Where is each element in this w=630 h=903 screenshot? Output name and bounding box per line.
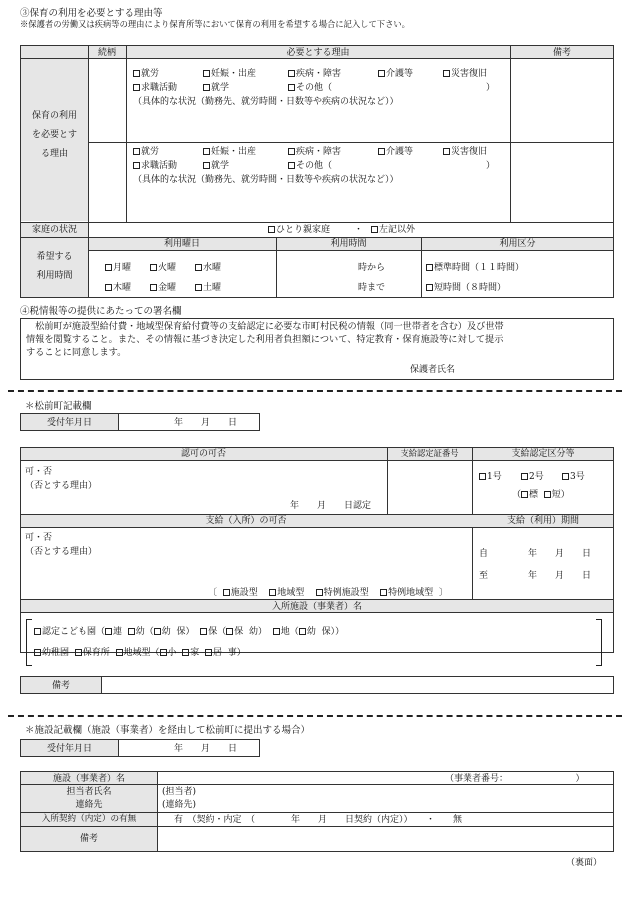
family-other[interactable]: 左記以外	[371, 224, 415, 236]
detail-label: （具体的な状況（勤務先、就労時間・日数等や疾病の状況など））	[133, 175, 399, 185]
facility-received-label: 受付年月日	[46, 744, 92, 754]
checkbox-icon[interactable]	[128, 628, 135, 635]
class-3[interactable]: 3号	[562, 471, 585, 483]
day-tue[interactable]: 火曜	[150, 262, 176, 274]
checkbox-icon	[521, 473, 528, 480]
consent-line-2: 情報を閲覧すること。また、その情報に基づき決定した利用者負担額について、特定教育・保育施設等に対して提示	[26, 334, 504, 345]
checkbox-icon	[288, 70, 295, 77]
checkbox-icon	[195, 264, 202, 271]
checkbox-icon	[150, 264, 157, 271]
consent-line-1: 松前町が施設型給付費・地域型保育給付費等の支給認定に必要な市町村民税の情報（同一世帯者を含む）及び世帯	[26, 321, 504, 332]
detail-label: （具体的な状況（勤務先、就労時間・日数等や疾病の状況など））	[133, 97, 399, 107]
opt-jobseeking[interactable]: 求職活動	[133, 82, 177, 94]
contact-label: 連絡先	[75, 800, 103, 810]
business-number: （事業者番号： ）	[445, 774, 585, 784]
checkbox-icon[interactable]	[223, 589, 230, 596]
checkbox-icon[interactable]	[299, 628, 306, 635]
class-standard[interactable]: 標準時間（１１時間）	[426, 262, 524, 274]
checkbox-icon	[426, 264, 433, 271]
supply-deny-reason: （否とする理由）	[25, 547, 98, 557]
facility-types: 〔 施設型 地域型 特例施設型 特例地域型 〕	[208, 588, 448, 598]
cut-line-2	[8, 715, 622, 717]
checkbox-icon	[268, 226, 275, 233]
header-cert-class: 支給認定区分等	[511, 449, 575, 459]
checkbox-icon	[288, 162, 295, 169]
class-1[interactable]: 1号	[479, 471, 502, 483]
town-remarks-label: 備考	[51, 681, 70, 691]
opt-study[interactable]: 就学	[203, 82, 229, 94]
close-paren: ）	[486, 161, 496, 171]
checkbox-icon[interactable]	[269, 589, 276, 596]
class-short[interactable]: 短時間（８時間）	[426, 282, 506, 294]
checkbox-icon[interactable]	[34, 628, 41, 635]
facility-option-label: 幼（	[135, 627, 154, 637]
page-back-label: （裏面）	[566, 858, 603, 868]
approval-yes-no[interactable]: 可・否	[25, 467, 53, 477]
period-to-label: 至	[479, 571, 489, 581]
contact-value[interactable]: (連絡先)	[162, 800, 197, 810]
opt-disaster[interactable]: 災害復旧	[443, 146, 487, 158]
checkbox-icon[interactable]	[105, 628, 112, 635]
family-single-parent[interactable]: ひとり親家庭	[268, 224, 330, 236]
opt-other[interactable]: その他（	[288, 160, 332, 172]
header-relation: 続柄	[97, 48, 116, 58]
day-fri[interactable]: 金曜	[150, 282, 176, 294]
opt-illness[interactable]: 疾病・障害	[288, 68, 341, 80]
time-from: 時から	[358, 263, 386, 273]
wish-time-label: 希望する 利用時間	[36, 252, 73, 281]
checkbox-icon	[378, 148, 385, 155]
facility-option-label: 幼	[161, 627, 171, 637]
facility-option-label: 保	[234, 627, 244, 637]
facility-option-label: 幼	[306, 627, 316, 637]
period-from-date: 年 月 日	[528, 549, 592, 559]
facility-option-label: 幼）	[249, 627, 268, 637]
opt-work[interactable]: 就労	[133, 68, 159, 80]
facility-option-label: 小	[167, 648, 177, 658]
approval-date: 年 月 日認定	[290, 501, 372, 511]
checkbox-icon	[133, 162, 140, 169]
checkbox-icon	[378, 70, 385, 77]
header-time: 利用時間	[330, 239, 367, 249]
checkbox-icon	[150, 284, 157, 291]
guardian-name-label: 保護者氏名	[410, 365, 456, 375]
facility-option-label: 地域型（	[123, 648, 160, 658]
checkbox-icon	[443, 70, 450, 77]
facility-remarks-label: 備考	[79, 834, 98, 844]
checkbox-icon	[479, 473, 486, 480]
checkbox-icon	[133, 70, 140, 77]
header-cert-no: 支給認定証番号	[400, 448, 459, 458]
period-from-label: 自	[479, 549, 489, 559]
opt-care[interactable]: 介護等	[378, 146, 413, 158]
separator-dot: ・	[354, 225, 364, 235]
checkbox-icon[interactable]	[34, 649, 41, 656]
checkbox-icon	[195, 284, 202, 291]
header-approval: 認可の可否	[180, 449, 226, 459]
contract-status[interactable]: 有 （契約・内定 （ 年 月 日契約（内定）） ・ 無	[174, 815, 463, 825]
checkbox-icon	[426, 284, 433, 291]
header-class: 利用区分	[499, 239, 536, 249]
approval-deny-reason: （否とする理由）	[25, 481, 98, 491]
facility-option-label: 居	[213, 648, 223, 658]
checkbox-icon[interactable]	[544, 491, 551, 498]
checkbox-icon[interactable]	[273, 628, 280, 635]
opt-work[interactable]: 就労	[133, 146, 159, 158]
opt-disaster[interactable]: 災害復旧	[443, 68, 487, 80]
period-to-date: 年 月 日	[528, 571, 592, 581]
opt-care[interactable]: 介護等	[378, 68, 413, 80]
header-reason: 必要とする理由	[286, 48, 350, 58]
checkbox-icon	[371, 226, 378, 233]
header-remarks: 備考	[552, 48, 571, 58]
checkbox-icon[interactable]	[226, 628, 233, 635]
day-wed[interactable]: 水曜	[195, 262, 221, 274]
opt-study[interactable]: 就学	[203, 160, 229, 172]
section3-note: ※保護者の労働又は疾病等の理由により保育所等において保育の利用を希望する場合に記入して下さい。	[20, 19, 410, 29]
town-section-title: ＊松前町記載欄	[25, 401, 92, 412]
town-received-date: 年 月 日	[174, 418, 238, 428]
checkbox-icon[interactable]	[160, 649, 167, 656]
class-2[interactable]: 2号	[521, 471, 544, 483]
checkbox-icon[interactable]	[182, 649, 189, 656]
checkbox-icon	[203, 84, 210, 91]
facility-option-label: 幼稚園	[42, 648, 70, 658]
checkbox-icon[interactable]	[75, 649, 82, 656]
checkbox-icon	[288, 148, 295, 155]
facility-option-label: 家	[190, 648, 200, 658]
section3-title: ③保育の利用を必要とする理由等	[20, 8, 163, 19]
checkbox-icon	[203, 70, 210, 77]
checkbox-icon[interactable]	[205, 649, 212, 656]
section4-title: ④税情報等の提供にあたっての署名欄	[20, 306, 182, 317]
facility-option-label: 保（	[208, 627, 227, 637]
town-remarks-row	[20, 676, 614, 694]
checkbox-icon	[105, 284, 112, 291]
facility-option-label: 地（	[280, 627, 299, 637]
supply-yes-no[interactable]: 可・否	[25, 533, 53, 543]
checkbox-icon[interactable]	[116, 649, 123, 656]
town-received-label: 受付年月日	[46, 418, 92, 428]
day-thu[interactable]: 木曜	[105, 282, 131, 294]
opt-illness[interactable]: 疾病・障害	[288, 146, 341, 158]
person-name-label: 担当者氏名	[66, 787, 112, 797]
checkbox-icon[interactable]	[380, 589, 387, 596]
checkbox-icon[interactable]	[200, 628, 207, 635]
checkbox-icon[interactable]	[521, 491, 528, 498]
opt-jobseeking[interactable]: 求職活動	[133, 160, 177, 172]
header-period: 支給（利用）期間	[506, 516, 579, 526]
facility-option-label: 事）	[227, 648, 246, 658]
checkbox-icon	[105, 264, 112, 271]
facility-line-2	[34, 647, 252, 659]
checkbox-icon	[443, 148, 450, 155]
checkbox-icon[interactable]	[154, 628, 161, 635]
close-paren: ）	[486, 83, 496, 93]
opt-pregnancy[interactable]: 妊娠・出産	[203, 146, 256, 158]
facility-option-label: 保育所	[82, 648, 110, 658]
checkbox-icon	[133, 84, 140, 91]
facility-received-date: 年 月 日	[174, 744, 238, 754]
facility-option-label: 保））	[321, 627, 345, 637]
consent-line-3: することに同意します。	[26, 347, 127, 358]
opt-pregnancy[interactable]: 妊娠・出産	[203, 68, 256, 80]
header-days: 利用曜日	[163, 239, 200, 249]
family-status-label: 家庭の状況	[31, 225, 77, 235]
header-facility: 入所施設（事業者）名	[271, 602, 362, 612]
contract-label: 入所契約（内定）の有無	[41, 814, 137, 824]
facility-line-1	[34, 626, 350, 638]
checkbox-icon	[288, 84, 295, 91]
day-sat[interactable]: 土曜	[195, 282, 221, 294]
facility-option-label: 認定こども園（	[42, 627, 106, 637]
facility-name-label: 施設（事業者）名	[52, 774, 125, 784]
day-mon[interactable]: 月曜	[105, 262, 131, 274]
checkbox-icon	[203, 162, 210, 169]
checkbox-icon[interactable]	[316, 589, 323, 596]
checkbox-icon	[203, 148, 210, 155]
opt-other[interactable]: その他（	[288, 82, 332, 94]
side-label-need-reason: 保育の利用 を必要とす る理由	[31, 111, 77, 159]
facility-option-label: 連	[113, 627, 123, 637]
class-sub: （ 標 短）	[512, 490, 570, 500]
facility-option-label: 保）	[176, 627, 195, 637]
header-supply: 支給（入所）の可否	[205, 516, 287, 526]
checkbox-icon	[562, 473, 569, 480]
person-name-value[interactable]: (担当者)	[162, 787, 197, 797]
facility-section-title: ＊施設記載欄（施設（事業者）を経由して松前町に提出する場合）	[25, 725, 311, 736]
time-to: 時まで	[358, 283, 386, 293]
checkbox-icon	[133, 148, 140, 155]
cut-line	[8, 390, 622, 392]
